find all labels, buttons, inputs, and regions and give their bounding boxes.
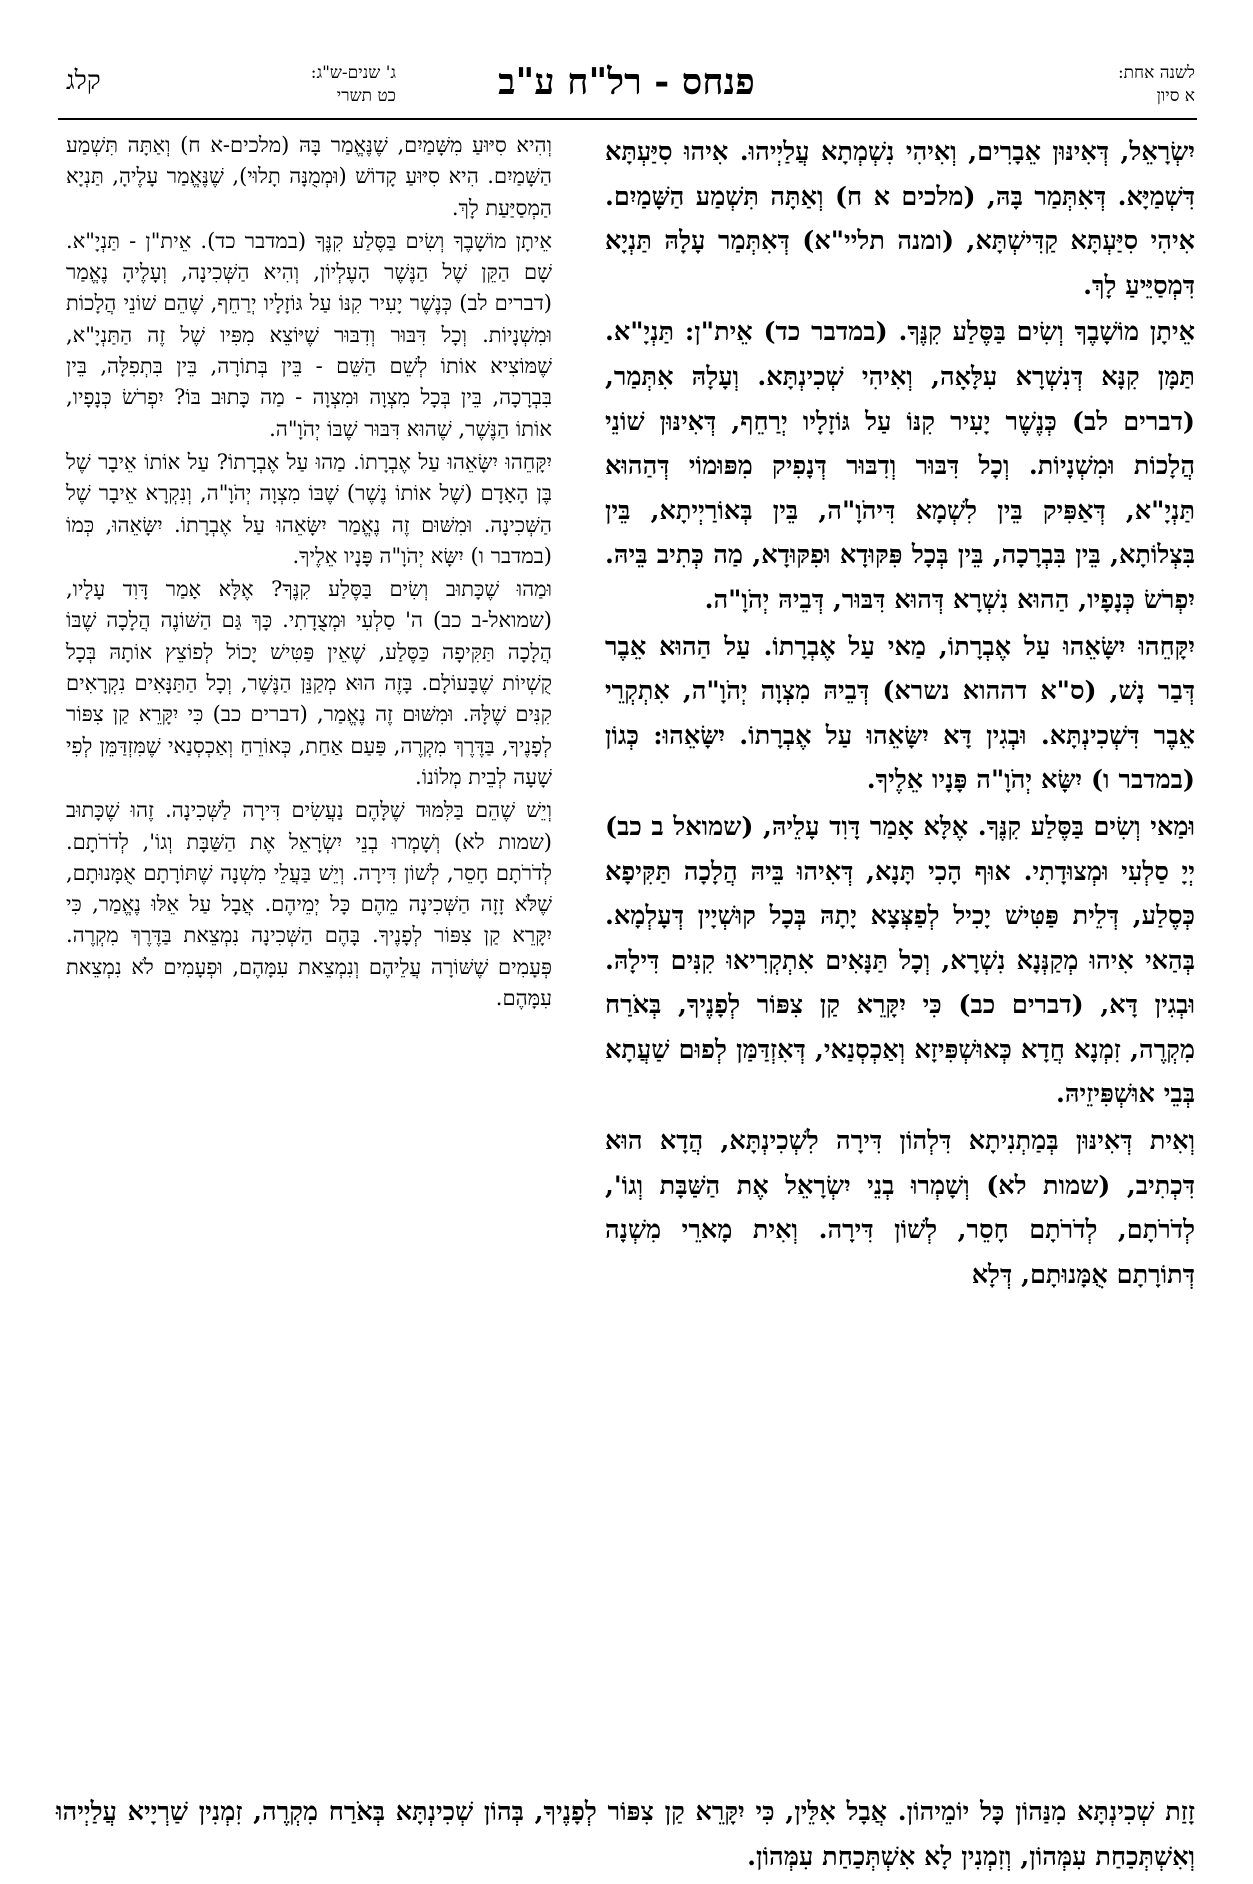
zohar-paragraph: וּמַאי וְשִׂים בַּסֶּלַע קִנֶּךָ. אֶלָּא אָמַר דָּוִד עָלֵיהּ, (שמואל ב כב) יְיָ סַלְעִי וּמְצוּדָתִי. אוּף הָכִי תָּנָא, דְּאִיהוּ בֵּיהּ הֲלָכָה תַּקִּיפָא כְּסֶלַע, דְּלֵית פַּטִּישׁ יָכִיל לְפַצְּצָא יָתָהּ בְּכָל קוּשְׁיָין דְּעָלְמָא. בְּהַאי אִיהוּ מְקַנְּנָא נִשְׁרָא, וְכָל תַּנָּאִים אִתְקְרִיאוּ קִנִּים דִּילָהּ. וּבְגִין דָּא, (דברים כב) כִּי יִקָּרֵא קַן צִפּוֹר לְפָנֶיךָ, בְּאֹרַח מִקְרֶה, זִמְנָא חֲדָא כְּאוּשְׁפִּיזָא וְאַכְסְנַאי, דְּאִזְדַּמַּן לְפוּם שַׁעֲתָא בְּבֵי אוּשְׁפִּיזֵיהּ. (605, 811, 1195, 1110)
header-one-year-date: א סיון (1156, 86, 1195, 106)
zohar-paragraph: אֵיתָן מוֹשָׁבֶךָ וְשִׂים בַּסֶּלַע קִנֶּךָ. (במדבר כד) אֵית"ן: תַּנְיָ"א. תַּמָּן קִנָּא דְּנִשְׁרָא עִלָּאָה, וְאִיהִי שְׁכִינְתָּא. וְעָלָהּ אִתְּמַר, (דברים לב) כְּנֶשֶׁר יָעִיר קִנּוֹ עַל גּוֹזָלָיו יְרַחֵף, דְּאִינּוּן שׁוֹנֵי הֲלָכוֹת וּמִשְׁנָיוֹת. וְכָל דִּבּוּר וְדִבּוּר דְּנָפִיק מִפּוּמוֹי דְּהַהוּא תַּנְיָ"א, דְּאַפִּיק בֵּין לִשְׁמָא דִּיהֹוָ"ה, בֵּין בְּאוֹרַיְיתָא, בֵּין בִּצְלוֹתָא, בֵּין בִּבְרָכָה, בֵּין בְּכָל פִּקּוּדָא וּפִקּוּדָא, מַה כְּתִיב בֵּיהּ. יִפְרֹשׂ כְּנָפָיו, הַהוּא נִשְׁרָא דְּהוּא דִּבּוּר, דְּבֵיהּ יְהֹוָ"ה. (605, 317, 1195, 615)
header-date-one-year (1118, 62, 1195, 108)
hebrew-translation-column (66, 130, 552, 1016)
zohar-paragraph: יִקָּחֵהוּ יִשָּׂאֵהוּ עַל אֶבְרָתוֹ, מַאי עַל אֶבְרָתוֹ. עַל הַהוּא אֵבֶר דְּבַר נָשׁ, (ס"א דההוא נשרא) דְּבֵיהּ מִצְוָה יְהֹוָ"ה, אִתְקְרֵי אֵבֶר דִּשְׁכִינְתָּא. וּבְגִין דָּא יִשָּׂאֵהוּ עַל אֶבְרָתוֹ. יִשָּׂאֵהוּ: כְּגוֹן (במדבר ו) יִשָּׂא יְהֹוָ"ה פָּנָיו אֵלֶיךָ. (605, 631, 1195, 796)
page-title: פנחס - רל"ח ע"ב (498, 61, 755, 103)
zohar-paragraph: יִשְׂרָאֵל, דְּאִינּוּן אֵבָרִים, וְאִיהִי נִשְׁמְתָא עֲלַיְיהוּ. אִיהוּ סִיַּעְתָּא דִּשְׁמַיָּא. דְּאִתְּמַר בָּהּ, (מלכים א ח) וְאַתָּה תִּשְׁמַע הַשָּׁמַיִם. אִיהִי סִיַּעְתָּא קַדִּישְׁתָּא, (ומנה תליי"א) דְּאִתְּמַר עָלָהּ תַּנְיָא דִּמְסַיֵּיעַ לָךְ. (605, 137, 1195, 301)
translation-paragraph: יִקָּחֵהוּ יִשָּׂאֵהוּ עַל אֶבְרָתוֹ. מַהוּ עַל אֶבְרָתוֹ? עַל אוֹתוֹ אֵיבָר שֶׁל בֶּן הָאָדָם (שֶׁל אוֹתוֹ נֶשֶׁר) שֶׁבּוֹ מִצְוָה יְהֹוָ"ה, וְנִקְרָא אֵיבָר שֶׁל הַשְּׁכִינָה. וּמִשּׁוּם זֶה נֶאֱמַר יִשָּׂאֵהוּ עַל אֶבְרָתוֹ. יִשָּׂאֵהוּ, כְּמוֹ (במדבר ו) יִשָּׂא יְהֹוָ"ה פָּנָיו אֵלֶיךָ. (66, 449, 552, 568)
header-three-years-date: כט תשרי (336, 86, 396, 106)
translation-paragraph: וּמַהוּ שֶׁכָּתוּב וְשִׂים בַּסֶּלַע קִנֶּךָ? אֶלָּא אָמַר דָּוִד עָלָיו, (שמואל-ב כב) ה' סַלְעִי וּמְצֻדָתִי. כָּךְ גַּם הַשּׁוֹנֶה הֲלָכָה שֶׁבּוֹ הֲלָכָה תַּקִּיפָה כַּסֶּלַע, שֶׁאֵין פַּטִּישׁ יָכוֹל לְפוֹצֵץ אוֹתָהּ בְּכָל קֻשְׁיוֹת שֶׁבָּעוֹלָם. בָּזֶה הוּא מְקַנֵּן הַנֶּשֶׁר, וְכָל הַתַּנָּאִים נִקְרָאִים קִנִּים שֶׁלָּהּ. וּמִשּׁוּם זֶה נֶאֱמַר, (דברים כב) כִּי יִקָּרֵא קַן צִפּוֹר לְפָנֶיךָ, בַּדֶּרֶךְ מִקְרֶה, פַּעַם אַחַת, כְּאוֹרֵחַ וְאַכְסְנַאי שֶׁמִּזְדַּמֵּן לְפִי שָׁעָה לְבֵית מְלוֹנוֹ. (66, 577, 552, 789)
translation-paragraph: וְיֵשׁ שֶׁהֵם בַּלִּמּוּד שֶׁלָּהֶם נַעֲשִׂים דִּירָה לַשְּׁכִינָה. זֶהוּ שֶׁכָּתוּב (שמות לא) וְשָׁמְרוּ בְנֵי יִשְׂרָאֵל אֶת הַשַּׁבָּת וְגוֹ', לְדֹרֹתָם. לְדֹרֹתָם חָסֵר, לְשׁוֹן דִּירָה. וְיֵשׁ בַּעֲלֵי מִשְׁנָה שֶׁתּוֹרָתָם אֻמָּנוּתָם, שֶׁלֹּא זָזָה הַשְּׁכִינָה מֵהֶם כָּל יְמֵיהֶם. אֲבָל עַל אֵלּוּ נֶאֱמַר, כִּי יִקָּרֵא קַן צִפּוֹר לְפָנֶיךָ. בָּהֶם הַשְּׁכִינָה נִמְצֵאת בַּדֶּרֶךְ מִקְרֶה. פְּעָמִים שֶׁשּׁוֹרָה עֲלֵיהֶם וְנִמְצֵאת עִמָּהֶם, וּפְעָמִים לֹא נִמְצֵאת עִמָּהֶם. (66, 798, 552, 1011)
translation-paragraph: וְהִיא סִיּוּעַ מִשָּׁמַיִם, שֶׁנֶּאֱמַר בָּהּ (מלכים-א ח) וְאַתָּה תִּשְׁמַע הַשָּׁמַיִם. הִיא סִיּוּעַ קָדוֹשׁ (וּמְמֻנָּה תָלוּי), שֶׁנֶּאֱמַר עָלֶיהָ, תַּנְיָא הַמְסַיַּעַת לָךְ. (66, 133, 552, 220)
header-rule (58, 118, 1197, 120)
zohar-aramaic-column (605, 130, 1195, 1299)
translation-paragraph: אֵיתָן מוֹשָׁבֶךָ וְשִׂים בַּסֶּלַע קִנֶּךָ (במדבר כד). אֵית"ן - תַּנְיָ"א. שָׁם הַקֵּן שֶׁל הַנֶּשֶׁר הָעֶלְיוֹן, וְהִיא הַשְּׁכִינָה, וְעָלֶיהָ נֶאֱמַר (דברים לב) כְּנֶשֶׁר יָעִיר קִנּוֹ עַל גּוֹזָלָיו יְרַחֵף, שֶׁהֵם שׁוֹנֵי הֲלָכוֹת וּמִשְׁנָיוֹת. וְכָל דִּבּוּר וְדִבּוּר שֶׁיּוֹצֵא מִפִּיו שֶׁל זֶה הַתַּנְיָ"א, שֶׁמּוֹצִיא אוֹתוֹ לְשֵׁם הַשֵּׁם - בֵּין בְּתוֹרָה, בֵּין בִּתְפִלָּה, בֵּין בִּבְרָכָה, בֵּין בְּכָל מִצְוָה וּמִצְוָה - מַה כָּתוּב בּוֹ? יִפְרֹשׂ כְּנָפָיו, אוֹתוֹ הַנֶּשֶׁר, שֶׁהוּא דִּבּוּר שֶׁבּוֹ יְהֹוָ"ה. (66, 228, 552, 441)
header-one-year-label: לשנה אחת: (1117, 63, 1195, 83)
zohar-paragraph: וְאִית דְּאִינּוּן בְּמַתְנִיתָא דִּלְהוֹן דִּירָה לִשְׁכִינְתָּא, הֲדָא הוּא דִּכְתִיב, (שמות לא) וְשָׁמְרוּ בְנֵי יִשְׂרָאֵל אֶת הַשַּׁבָּת וְגוֹ', לְדֹרֹתָם, לְדֹרֹתָם חָסֵר, לְשׁוֹן דִּירָה. וְאִית מָארֵי מִשְׁנָה דְּתוֹרָתָם אֻמָּנוּתָם, דְּלָא (605, 1126, 1195, 1290)
header-three-years-label: ג' שנים-ש"ג: (310, 63, 396, 83)
zohar-bottom-lines: זָזַת שְׁכִינְתָּא מִנַּהוֹן כָּל יוֹמֵיהוֹן. אֲבָל אִלֵּין, כִּי יִקָּרֵא קַן צִפּוֹר לְפָנֶיךָ, בְּהוֹן שְׁכִינְתָּא בְּאֹרַח מִקְרֶה, זִמְנִין שַׁרְיָיא עֲלַיְיהוּ וְאִשְׁתְּכַחַת עִמְּהוֹן, וְזִמְנִין לָא אִשְׁתְּכַחַת עִמְּהוֹן. (56, 1797, 1195, 1872)
page-number: קלג (66, 66, 101, 96)
